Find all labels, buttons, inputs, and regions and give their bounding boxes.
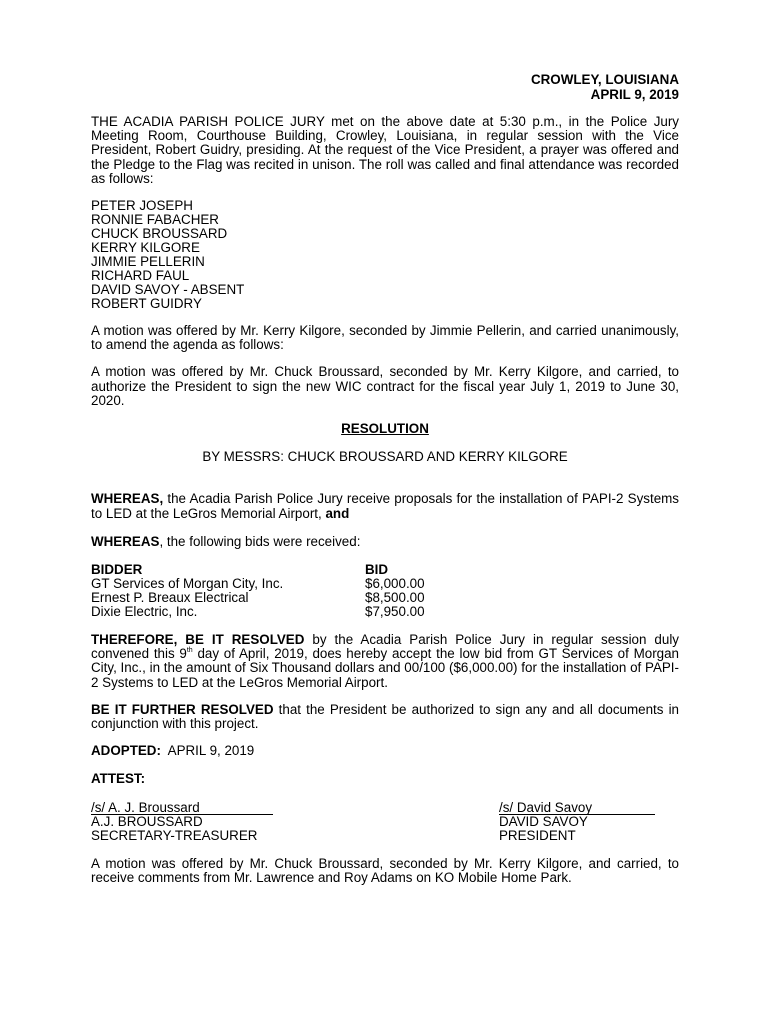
bid-row <box>91 577 431 591</box>
roll-member: CHUCK BROUSSARD <box>91 226 228 242</box>
whereas-lead: WHEREAS, <box>91 491 164 507</box>
signature-line: /s/ A. J. Broussard <box>91 801 273 815</box>
signer-title: PRESIDENT <box>499 827 576 843</box>
signer-title: SECRETARY-TREASURER <box>91 827 258 843</box>
further-lead: BE IT FURTHER RESOLVED <box>91 701 274 717</box>
therefore-lead: THEREFORE, BE IT RESOLVED <box>91 632 305 648</box>
roll-call-list <box>91 199 679 311</box>
roll-member: JIMMIE PELLERIN <box>91 254 205 270</box>
signature-line: /s/ David Savoy <box>499 801 655 815</box>
signer-name: A.J. BROUSSARD <box>91 813 203 829</box>
whereas-bids <box>91 535 679 549</box>
roll-member: RICHARD FAUL <box>91 268 190 284</box>
bidder-name: GT Services of Morgan City, Inc. <box>91 576 284 592</box>
therefore-resolved-paragraph <box>91 633 679 690</box>
signature-secretary <box>91 801 311 843</box>
intro-paragraph: THE ACADIA PARISH POLICE JURY met on the above date at 5:30 p.m., in the Police Jury Meeting Room, Courthouse Building, Crowley, Louisiana, in regular session with the Vice President, Robert Guidry, presiding. At the request of the Vice President, a prayer was offered and the Pledge to the Flag was recited in unison. The roll was called and final attendance was recorded as follows: <box>91 114 679 186</box>
signature-block <box>91 801 679 843</box>
bid-amount: $8,500.00 <box>365 590 425 606</box>
attest-label: ATTEST: <box>91 771 146 787</box>
bids-header-row <box>91 563 431 577</box>
roll-member: DAVID SAVOY - ABSENT <box>91 282 245 298</box>
therefore-text-a: by the Acadia Parish Police Jury in regular session duly convened this 9 <box>91 632 679 662</box>
whereas-and: and <box>325 505 350 521</box>
adopted-date: APRIL 9, 2019 <box>160 743 255 759</box>
bidder-column-header: BIDDER <box>91 562 143 578</box>
bidder-name: Ernest P. Breaux Electrical <box>91 590 249 606</box>
whereas-lead: WHEREAS <box>91 533 160 549</box>
resolution-sponsors: BY MESSRS: CHUCK BROUSSARD AND KERRY KILGORE <box>202 449 568 465</box>
motion-wic-contract: A motion was offered by Mr. Chuck Broussard, seconded by Mr. Kerry Kilgore, and carried, to authorize the President to sign the new WIC contract for the fiscal year July 1, 2019 to June 30, 2020. <box>91 364 679 408</box>
header-city: CROWLEY, LOUISIANA <box>530 72 679 87</box>
document-body <box>91 72 679 885</box>
bid-amount: $7,950.00 <box>365 604 425 620</box>
roll-member: ROBERT GUIDRY <box>91 296 202 312</box>
further-text: that the President be authorized to sign any and all documents in conjunction with this project. <box>91 701 679 732</box>
document-header <box>91 72 679 102</box>
bid-amount: $6,000.00 <box>365 576 425 592</box>
bidder-name: Dixie Electric, Inc. <box>91 604 198 620</box>
bid-row <box>91 591 431 605</box>
signature-president <box>499 801 679 843</box>
therefore-text-b: day of April, 2019, does hereby accept the low bid from GT Services of Morgan City, Inc., in the amount of Six Thousand dollars and 00/100 ($6,000.00) for the installation of PAPI-2 Systems to LED at the LeGros Memorial Airport. <box>91 646 679 690</box>
adopted-lead: ADOPTED: <box>91 743 161 759</box>
roll-member: RONNIE FABACHER <box>91 212 219 228</box>
roll-member: KERRY KILGORE <box>91 240 200 256</box>
roll-member: PETER JOSEPH <box>91 198 193 214</box>
whereas-text: the Acadia Parish Police Jury receive proposals for the installation of PAPI-2 Systems to LED at the LeGros Memorial Airport, <box>91 491 679 521</box>
header-date: APRIL 9, 2019 <box>590 87 679 102</box>
whereas-text: , the following bids were received: <box>159 533 361 549</box>
bids-table <box>91 563 431 619</box>
resolution-title: RESOLUTION <box>341 421 429 437</box>
signer-name: DAVID SAVOY <box>499 813 588 829</box>
bid-row <box>91 605 431 619</box>
ordinal-suffix: th <box>186 647 193 655</box>
adopted-line <box>91 744 679 758</box>
motion-amend-agenda: A motion was offered by Mr. Kerry Kilgore, seconded by Jimmie Pellerin, and carried unanimously, to amend the agenda as follows: <box>91 323 679 353</box>
whereas-proposals <box>91 492 679 520</box>
bid-column-header: BID <box>365 562 389 578</box>
motion-ko-mobile-home-park: A motion was offered by Mr. Chuck Broussard, seconded by Mr. Kerry Kilgore, and carried, to receive comments from Mr. Lawrence and Roy Adams on KO Mobile Home Park. <box>91 855 679 885</box>
further-resolved-paragraph <box>91 703 679 731</box>
